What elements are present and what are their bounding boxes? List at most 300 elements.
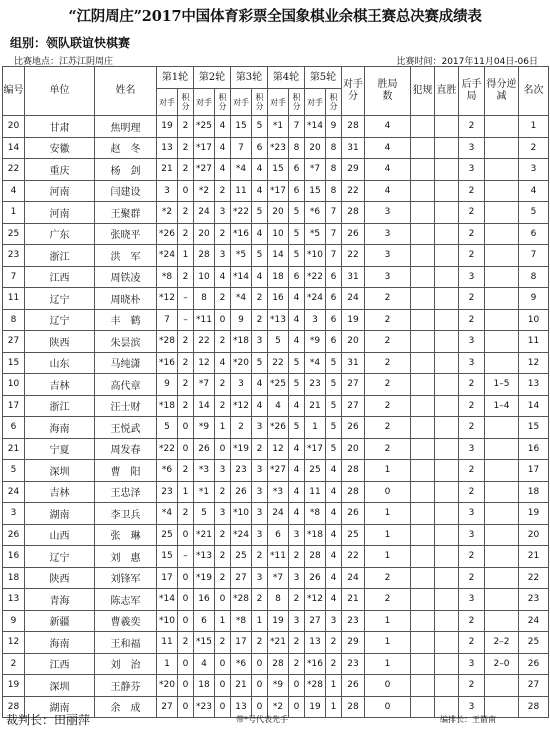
cell-round-4-opponent: 12	[268, 438, 289, 460]
col-r3-points: 积分	[252, 89, 268, 116]
cell-name: 周发春	[95, 438, 157, 460]
cell-round-5-opponent: 20	[305, 137, 326, 159]
cell-wins: 2	[365, 288, 411, 310]
cell-round-3-opponent: 3	[231, 374, 252, 396]
cell-name: 周铁凌	[95, 266, 157, 288]
cell-round-2-opponent: 10	[194, 266, 215, 288]
cell-number: 27	[3, 331, 25, 353]
cell-round-5-opponent: 28	[305, 546, 326, 568]
cell-opponent-points: 22	[342, 180, 365, 202]
cell-round-1-points: 2	[178, 395, 194, 417]
cell-number: 2	[3, 653, 25, 675]
cell-round-5-points: 6	[326, 309, 342, 331]
cell-round-5-points: 5	[326, 438, 342, 460]
cell-round-3-points: 5	[252, 116, 268, 138]
cell-round-4-opponent: *26	[268, 417, 289, 439]
cell-fouls	[411, 374, 435, 396]
col-round-2: 第2轮	[194, 67, 231, 89]
cell-number: 21	[3, 438, 25, 460]
cell-opponent-points: 28	[342, 116, 365, 138]
cell-round-5-opponent: 3	[305, 309, 326, 331]
cell-round-1-opponent: *4	[157, 503, 178, 525]
cell-round-5-opponent: *12	[305, 589, 326, 611]
cell-score-reverse	[485, 266, 519, 288]
cell-round-5-opponent: *9	[305, 331, 326, 353]
cell-round-1-points: 1	[178, 245, 194, 267]
cell-round-5-points: 4	[326, 524, 342, 546]
cell-round-5-points: 1	[326, 675, 342, 697]
cell-round-4-points: 2	[289, 589, 305, 611]
cell-back-hand: 3	[459, 653, 485, 675]
cell-rank: 18	[519, 481, 549, 503]
cell-unit: 江西	[25, 653, 95, 675]
cell-round-4-points: 5	[289, 245, 305, 267]
table-row	[3, 288, 549, 310]
cell-round-3-opponent: 7	[231, 137, 252, 159]
cell-round-5-points: 5	[326, 395, 342, 417]
cell-round-2-opponent: *7	[194, 374, 215, 396]
cell-name: 王静芬	[95, 675, 157, 697]
cell-round-3-points: 2	[252, 546, 268, 568]
cell-score-reverse: 2–0	[485, 653, 519, 675]
cell-round-1-opponent: 1	[157, 653, 178, 675]
cell-round-2-points: 2	[215, 331, 231, 353]
cell-round-5-points: 5	[326, 374, 342, 396]
cell-round-1-points: 1	[178, 481, 194, 503]
cell-round-3-points: 6	[252, 137, 268, 159]
cell-round-5-points: 2	[326, 632, 342, 654]
cell-round-4-opponent: 4	[268, 395, 289, 417]
table-row	[3, 395, 549, 417]
cell-back-hand: 3	[459, 266, 485, 288]
cell-round-4-points: 4	[289, 481, 305, 503]
col-r2-points: 积分	[215, 89, 231, 116]
cell-name: 王忠泽	[95, 481, 157, 503]
cell-round-5-opponent: 15	[305, 180, 326, 202]
cell-unit: 安徽	[25, 137, 95, 159]
table-row	[3, 417, 549, 439]
cell-unit: 浙江	[25, 395, 95, 417]
cell-round-3-opponent: 17	[231, 632, 252, 654]
cell-rank: 17	[519, 460, 549, 482]
cell-round-2-opponent: 22	[194, 331, 215, 353]
arranger-label: 编排长：王箭南	[440, 715, 496, 724]
cell-name: 张 琳	[95, 524, 157, 546]
cell-round-4-points: 6	[289, 180, 305, 202]
cell-round-4-opponent: *1	[268, 116, 289, 138]
cell-round-4-points: 5	[289, 374, 305, 396]
cell-round-2-points: 3	[215, 245, 231, 267]
table-row	[3, 675, 549, 697]
table-row	[3, 266, 549, 288]
cell-round-4-opponent: *3	[268, 481, 289, 503]
cell-round-2-opponent: *9	[194, 417, 215, 439]
cell-fouls	[411, 546, 435, 568]
cell-back-hand: 2	[459, 417, 485, 439]
cell-unit: 山西	[25, 524, 95, 546]
cell-round-4-opponent: 5	[268, 331, 289, 353]
cell-direct-win	[435, 460, 459, 482]
results-body	[3, 116, 549, 718]
cell-rank: 8	[519, 266, 549, 288]
cell-round-1-opponent: *26	[157, 223, 178, 245]
cell-fouls	[411, 223, 435, 245]
cell-name: 曹羲奕	[95, 610, 157, 632]
cell-direct-win	[435, 374, 459, 396]
cell-round-5-opponent: *18	[305, 524, 326, 546]
cell-round-1-opponent: 21	[157, 159, 178, 181]
cell-opponent-points: 26	[342, 223, 365, 245]
cell-back-hand: 2	[459, 567, 485, 589]
cell-round-2-points: 2	[215, 546, 231, 568]
cell-rank: 15	[519, 417, 549, 439]
cell-round-2-points: 0	[215, 675, 231, 697]
cell-round-3-points: 2	[252, 632, 268, 654]
cell-opponent-points: 25	[342, 524, 365, 546]
cell-round-3-points: 0	[252, 696, 268, 718]
cell-score-reverse: 1–5	[485, 374, 519, 396]
cell-name: 高代章	[95, 374, 157, 396]
cell-round-3-points: 3	[252, 417, 268, 439]
referee-label: 裁判长：田丽萍	[6, 713, 91, 727]
cell-round-3-opponent: 23	[231, 460, 252, 482]
cell-wins: 3	[365, 245, 411, 267]
cell-round-4-points: 5	[289, 223, 305, 245]
cell-number: 16	[3, 546, 25, 568]
cell-fouls	[411, 266, 435, 288]
cell-round-1-opponent: *12	[157, 288, 178, 310]
cell-number: 4	[3, 180, 25, 202]
cell-round-4-points: 4	[289, 331, 305, 353]
cell-round-2-points: 2	[215, 632, 231, 654]
group-label: 组别：领队联谊快棋赛	[10, 36, 131, 50]
cell-round-5-opponent: 1	[305, 417, 326, 439]
cell-wins: 1	[365, 653, 411, 675]
cell-score-reverse	[485, 675, 519, 697]
cell-round-2-points: 0	[215, 309, 231, 331]
cell-round-1-opponent: 11	[157, 632, 178, 654]
cell-unit: 河南	[25, 180, 95, 202]
cell-rank: 20	[519, 524, 549, 546]
cell-rank: 21	[519, 546, 549, 568]
cell-round-1-opponent: 25	[157, 524, 178, 546]
cell-score-reverse	[485, 159, 519, 181]
cell-round-2-points: 0	[215, 653, 231, 675]
cell-round-4-points: 7	[289, 116, 305, 138]
cell-round-2-opponent: *3	[194, 460, 215, 482]
cell-round-4-points: 4	[289, 503, 305, 525]
table-row	[3, 610, 549, 632]
cell-score-reverse: 1–4	[485, 395, 519, 417]
cell-round-3-opponent: 15	[231, 116, 252, 138]
cell-round-2-points: 1	[215, 417, 231, 439]
cell-name: 张晓平	[95, 223, 157, 245]
cell-round-2-points: 0	[215, 589, 231, 611]
cell-fouls	[411, 632, 435, 654]
cell-back-hand: 3	[459, 352, 485, 374]
cell-back-hand: 3	[459, 438, 485, 460]
cell-unit: 湖南	[25, 696, 95, 718]
cell-score-reverse	[485, 589, 519, 611]
cell-round-4-opponent: *23	[268, 137, 289, 159]
cell-round-1-opponent: *8	[157, 266, 178, 288]
cell-wins: 3	[365, 202, 411, 224]
cell-round-4-opponent: 20	[268, 202, 289, 224]
col-opponent-points: 对手分	[342, 67, 365, 116]
cell-round-2-opponent: 8	[194, 288, 215, 310]
cell-round-5-opponent: 11	[305, 481, 326, 503]
cell-round-4-opponent: 19	[268, 610, 289, 632]
cell-round-1-points: 2	[178, 331, 194, 353]
cell-score-reverse	[485, 610, 519, 632]
cell-unit: 吉林	[25, 481, 95, 503]
cell-back-hand: 2	[459, 223, 485, 245]
cell-round-3-opponent: *5	[231, 245, 252, 267]
cell-unit: 辽宁	[25, 309, 95, 331]
cell-round-5-opponent: *17	[305, 438, 326, 460]
col-r5-points: 积分	[326, 89, 342, 116]
cell-number: 19	[3, 675, 25, 697]
cell-round-2-opponent: *1	[194, 481, 215, 503]
col-r5-opponent: 对手	[305, 89, 326, 116]
table-row	[3, 245, 549, 267]
cell-wins: 2	[365, 374, 411, 396]
cell-score-reverse	[485, 223, 519, 245]
cell-round-3-points: 4	[252, 223, 268, 245]
cell-number: 8	[3, 309, 25, 331]
cell-fouls	[411, 116, 435, 138]
cell-direct-win	[435, 223, 459, 245]
cell-round-3-points: 3	[252, 460, 268, 482]
cell-direct-win	[435, 309, 459, 331]
cell-round-3-opponent: *16	[231, 223, 252, 245]
cell-unit: 海南	[25, 417, 95, 439]
table-row	[3, 481, 549, 503]
cell-round-5-opponent: 21	[305, 395, 326, 417]
cell-round-2-points: 0	[215, 438, 231, 460]
cell-fouls	[411, 417, 435, 439]
cell-round-3-points: 4	[252, 395, 268, 417]
cell-score-reverse	[485, 503, 519, 525]
cell-score-reverse	[485, 180, 519, 202]
col-r4-points: 积分	[289, 89, 305, 116]
table-row	[3, 116, 549, 138]
cell-round-3-points: 4	[252, 374, 268, 396]
table-row	[3, 180, 549, 202]
cell-number: 7	[3, 266, 25, 288]
cell-name: 丰 鹤	[95, 309, 157, 331]
cell-round-1-points: 2	[178, 460, 194, 482]
cell-score-reverse	[485, 524, 519, 546]
cell-back-hand: 2	[459, 180, 485, 202]
cell-round-3-opponent: *18	[231, 331, 252, 353]
cell-back-hand: 3	[459, 696, 485, 718]
cell-round-1-opponent: 27	[157, 696, 178, 718]
cell-round-5-points: 7	[326, 202, 342, 224]
cell-name: 王和福	[95, 632, 157, 654]
cell-round-3-points: 5	[252, 245, 268, 267]
cell-fouls	[411, 567, 435, 589]
cell-round-2-points: 1	[215, 610, 231, 632]
cell-wins: 1	[365, 546, 411, 568]
cell-round-4-points: 4	[289, 460, 305, 482]
cell-round-2-opponent: 26	[194, 438, 215, 460]
table-row	[3, 309, 549, 331]
cell-unit: 河南	[25, 202, 95, 224]
cell-opponent-points: 20	[342, 331, 365, 353]
cell-score-reverse	[485, 417, 519, 439]
cell-round-2-opponent: 6	[194, 610, 215, 632]
cell-number: 10	[3, 374, 25, 396]
cell-unit: 陕西	[25, 331, 95, 353]
cell-wins: 1	[365, 524, 411, 546]
table-row	[3, 159, 549, 181]
cell-round-4-points: 5	[289, 352, 305, 374]
cell-opponent-points: 23	[342, 653, 365, 675]
cell-round-4-points: 5	[289, 202, 305, 224]
cell-back-hand: 3	[459, 137, 485, 159]
page-title: “江阴周庄”2017中国体育彩票全国象棋业余棋王赛总决赛成绩表	[68, 8, 482, 25]
cell-wins: 4	[365, 116, 411, 138]
cell-opponent-points: 22	[342, 245, 365, 267]
cell-round-1-opponent: 15	[157, 546, 178, 568]
cell-round-2-points: 2	[215, 481, 231, 503]
cell-unit: 海南	[25, 632, 95, 654]
cell-round-4-points: 6	[289, 159, 305, 181]
cell-round-3-opponent: *6	[231, 653, 252, 675]
cell-round-4-opponent: 18	[268, 266, 289, 288]
cell-back-hand: 3	[459, 524, 485, 546]
venue-label: 比赛地点：江苏江阴周庄	[14, 57, 114, 67]
cell-back-hand: 3	[459, 503, 485, 525]
cell-round-1-points: 2	[178, 352, 194, 374]
cell-round-5-points: 4	[326, 460, 342, 482]
cell-opponent-points: 27	[342, 374, 365, 396]
col-unit: 单位	[25, 67, 95, 116]
cell-round-2-points: 4	[215, 137, 231, 159]
cell-round-2-points: 0	[215, 696, 231, 718]
cell-round-3-points: 3	[252, 503, 268, 525]
cell-round-2-opponent: 20	[194, 223, 215, 245]
cell-score-reverse	[485, 137, 519, 159]
cell-round-3-opponent: *14	[231, 266, 252, 288]
cell-round-3-opponent: *8	[231, 610, 252, 632]
cell-round-2-opponent: *25	[194, 116, 215, 138]
cell-round-3-opponent: *12	[231, 395, 252, 417]
cell-opponent-points: 28	[342, 696, 365, 718]
cell-back-hand: 2	[459, 675, 485, 697]
cell-round-5-points: 7	[326, 245, 342, 267]
cell-name: 李卫兵	[95, 503, 157, 525]
cell-round-1-points: –	[178, 546, 194, 568]
cell-round-3-opponent: *10	[231, 503, 252, 525]
col-score-reverse: 得分逆减	[485, 67, 519, 116]
cell-number: 25	[3, 223, 25, 245]
cell-round-1-points: 2	[178, 202, 194, 224]
cell-score-reverse	[485, 331, 519, 353]
cell-round-1-opponent: *16	[157, 352, 178, 374]
cell-round-1-points: 2	[178, 137, 194, 159]
cell-score-reverse	[485, 438, 519, 460]
cell-wins: 0	[365, 675, 411, 697]
cell-round-1-opponent: 13	[157, 137, 178, 159]
cell-name: 洪 军	[95, 245, 157, 267]
cell-fouls	[411, 696, 435, 718]
cell-unit: 江西	[25, 266, 95, 288]
cell-round-2-opponent: *19	[194, 567, 215, 589]
cell-round-2-opponent: *17	[194, 137, 215, 159]
cell-round-1-opponent: 3	[157, 180, 178, 202]
cell-rank: 4	[519, 180, 549, 202]
cell-opponent-points: 23	[342, 610, 365, 632]
cell-opponent-points: 31	[342, 137, 365, 159]
col-rank: 名次	[519, 67, 549, 116]
cell-round-5-opponent: *16	[305, 653, 326, 675]
cell-unit: 辽宁	[25, 288, 95, 310]
cell-number: 23	[3, 245, 25, 267]
cell-round-1-points: 0	[178, 524, 194, 546]
cell-round-1-opponent: *28	[157, 331, 178, 353]
cell-wins: 1	[365, 503, 411, 525]
cell-round-1-opponent: *10	[157, 610, 178, 632]
table-row	[3, 438, 549, 460]
table-row	[3, 331, 549, 353]
cell-opponent-points: 28	[342, 460, 365, 482]
cell-wins: 4	[365, 137, 411, 159]
cell-back-hand: 2	[459, 632, 485, 654]
cell-round-4-opponent: *21	[268, 632, 289, 654]
cell-fouls	[411, 288, 435, 310]
cell-round-5-opponent: 23	[305, 374, 326, 396]
cell-back-hand: 3	[459, 159, 485, 181]
cell-opponent-points: 28	[342, 202, 365, 224]
table-row	[3, 223, 549, 245]
cell-round-4-points: 0	[289, 696, 305, 718]
col-r1-points: 积分	[178, 89, 194, 116]
table-row	[3, 546, 549, 568]
cell-score-reverse	[485, 202, 519, 224]
col-r3-opponent: 对手	[231, 89, 252, 116]
cell-round-1-opponent: *2	[157, 202, 178, 224]
cell-wins: 1	[365, 632, 411, 654]
cell-round-3-points: 0	[252, 675, 268, 697]
cell-direct-win	[435, 610, 459, 632]
col-number: 编号	[3, 67, 25, 116]
cell-number: 11	[3, 288, 25, 310]
cell-name: 王聚群	[95, 202, 157, 224]
cell-fouls	[411, 438, 435, 460]
cell-round-3-points: 2	[252, 309, 268, 331]
cell-unit: 深圳	[25, 460, 95, 482]
col-fouls: 犯规	[411, 67, 435, 116]
cell-round-2-points: 2	[215, 223, 231, 245]
cell-direct-win	[435, 567, 459, 589]
cell-fouls	[411, 245, 435, 267]
cell-rank: 1	[519, 116, 549, 138]
cell-direct-win	[435, 137, 459, 159]
col-back-hand: 后手局	[459, 67, 485, 116]
cell-opponent-points: 20	[342, 438, 365, 460]
cell-round-5-points: 4	[326, 546, 342, 568]
cell-round-2-opponent: *11	[194, 309, 215, 331]
cell-direct-win	[435, 331, 459, 353]
cell-rank: 19	[519, 503, 549, 525]
cell-name: 朱昙滨	[95, 331, 157, 353]
cell-rank: 12	[519, 352, 549, 374]
cell-direct-win	[435, 266, 459, 288]
table-row	[3, 632, 549, 654]
cell-score-reverse	[485, 546, 519, 568]
